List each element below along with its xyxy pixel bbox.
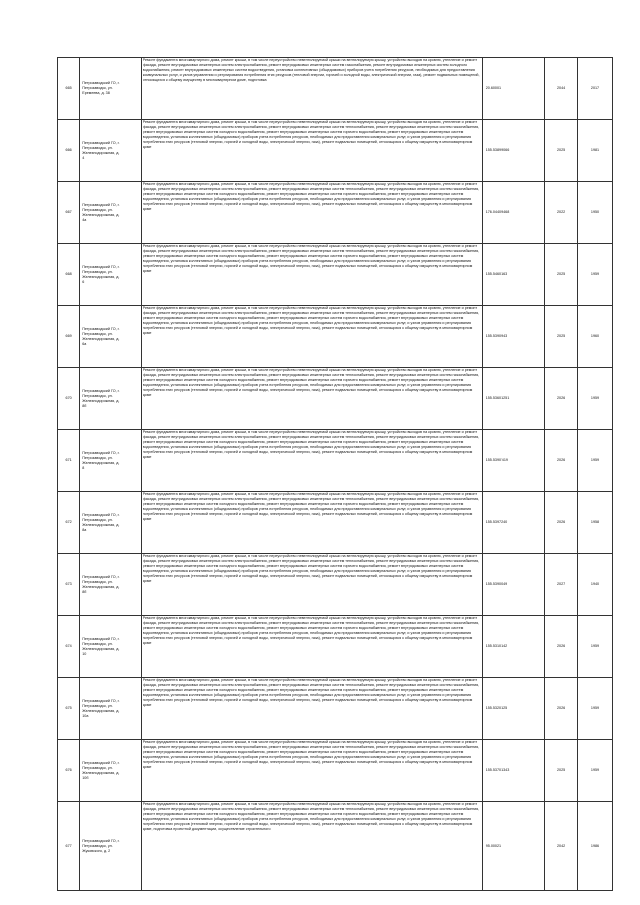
address-line: Еремеева, д. 38 (82, 91, 110, 95)
address-line: Железнодорожная, д. (82, 584, 120, 589)
build-year: 1981 (578, 120, 613, 182)
address-cell (80, 492, 141, 554)
address-line: Петрозаводск, ул. (82, 765, 113, 770)
address-line: Жуковского, д. 2 (82, 848, 111, 853)
area-value: 155.53899066 (482, 120, 544, 182)
table-row (58, 368, 613, 430)
address-line: Петрозаводск, ул. (82, 331, 113, 336)
planned-year: 2027 (545, 554, 578, 616)
address-line: Петрозаводский ГО, г. (82, 202, 120, 207)
address-cell (80, 678, 141, 740)
area-value: 155.5320125 (482, 678, 544, 740)
area-value: 155.5310142 (482, 616, 544, 678)
address-line: 6а (82, 341, 87, 346)
address-line: Петрозаводский ГО, г. (82, 838, 120, 843)
area-value: 155.53701343 (482, 740, 544, 802)
address-line: Петрозаводск, ул. (82, 703, 113, 708)
address-cell (80, 554, 141, 616)
address-line: Железнодорожная, д. (82, 274, 120, 279)
works-description: Ремонт фундамента многоквартирного дома, ремонт крыши, в том числе переустройство невентилируемой крыши на вентилируемую крышу, устройство выходов на кровлю, утепление и ремонт фасада, ремонт внутридомовых инженерных систем электроснабжения, ремонт внутридомовых инженерных систем теплоснабжения, ремонт внутридомовых инженерных систем газоснабжения, ремонт внутридомовых инженерных систем холодного водоснабжения, ремонт внутридомовых инженерных систем горячего водоснабжения, ремонт внутридомовых инженерных систем водоотведения, установка коллективных (общедомовых) приборов учета потребления ресурсов, необходимых для предоставления коммунальных услуг, и узлов управления и регулирования потребления этих ресурсов (тепловой энергии, горячей и холодной воды, электрической энергии, газа), ремонт подвальных помещений, относящихся к общему имуществу в многоквартирном доме, подготовка проектной документации, осуществление строительного (142, 802, 480, 831)
planned-year: 2025 (545, 740, 578, 802)
address-line: Железнодорожная, д. (82, 212, 120, 217)
address-line: Железнодорожная, д. (82, 336, 120, 341)
address-line: Петрозаводск, ул. (82, 843, 113, 848)
works-description: Ремонт фундамента многоквартирного дома, ремонт крыши, в том числе переустройство невентилируемой крыши на вентилируемую крышу, устройство выходов на кровлю, утепление и ремонт фасада, ремонт внутридомовых инженерных систем электроснабжения, ремонт внутридомовых инженерных систем газоснабжения, ремонт внутридомовых инженерных систем холодного водоснабжения, ремонт внутридомовых инженерных систем водоотведения, установка коллективных (общедомовых) приборов учета потребления ресурсов, необходимых для предоставления коммунальных услуг, и узлов управления и регулирования потребления этих ресурсов (тепловой энергии, горячей и холодной воды, электрической энергии, газа), ремонт подвальных помещений, относящихся к общему имуществу в многоквартирном доме, подготовка (142, 58, 480, 82)
address-line: Железнодорожная, д. (82, 150, 120, 155)
row-number: 677 (58, 802, 80, 891)
row-number: 675 (58, 678, 80, 740)
table-body (58, 58, 613, 891)
planned-year: 2025 (545, 306, 578, 368)
address-cell (80, 120, 141, 182)
address-cell (80, 182, 141, 244)
address-line: Петрозаводский ГО, г. (82, 760, 120, 765)
works-description: Ремонт фундамента многоквартирного дома, ремонт крыши, в том числе переустройство невентилируемой крыши на вентилируемую крышу, устройство выходов на кровлю, утепление и ремонт фасада, ремонт внутридомовых инженерных систем электроснабжения, ремонт внутридомовых инженерных систем теплоснабжения, ремонт внутридомовых инженерных систем газоснабжения, ремонт внутридомовых инженерных систем холодного водоснабжения, ремонт внутридомовых инженерных систем горячего водоснабжения, ремонт внутридомовых инженерных систем водоотведения, установка коллективных (общедомовых) приборов учета потребления ресурсов, необходимых для предоставления коммунальных услуг, и узлов управления и регулирования потребления этих ресурсов (тепловой энергии, горячей и холодной воды, электрической энергии, газа), ремонт подвальных помещений, относящихся к общему имуществу в многоквартирном доме (142, 120, 480, 149)
build-year: 2017 (578, 58, 613, 120)
address-line: Петрозаводский ГО, г. (82, 698, 120, 703)
works-description: Ремонт фундамента многоквартирного дома, ремонт крыши, в том числе переустройство невентилируемой крыши на вентилируемую крышу, устройство выходов на кровлю, утепление и ремонт фасада, ремонт внутридомовых инженерных систем электроснабжения, ремонт внутридомовых инженерных систем теплоснабжения, ремонт внутридомовых инженерных систем газоснабжения, ремонт внутридомовых инженерных систем холодного водоснабжения, ремонт внутридомовых инженерных систем горячего водоснабжения, ремонт внутридомовых инженерных систем водоотведения, установка коллективных (общедомовых) приборов учета потребления ресурсов, необходимых для предоставления коммунальных услуг, и узлов управления и регулирования потребления этих ресурсов (тепловой энергии, горячей и холодной воды, электрической энергии, газа), ремонт подвальных помещений, относящихся к общему имуществу в многоквартирном доме (142, 430, 480, 459)
address-line: 10б (82, 775, 89, 780)
works-description: Ремонт фундамента многоквартирного дома, ремонт крыши, в том числе переустройство невентилируемой крыши на вентилируемую крышу, устройство выходов на кровлю, утепление и ремонт фасада, ремонт внутридомовых инженерных систем электроснабжения, ремонт внутридомовых инженерных систем теплоснабжения, ремонт внутридомовых инженерных систем газоснабжения, ремонт внутридомовых инженерных систем холодного водоснабжения, ремонт внутридомовых инженерных систем горячего водоснабжения, ремонт внутридомовых инженерных систем водоотведения, установка коллективных (общедомовых) приборов учета потребления ресурсов, необходимых для предоставления коммунальных услуг, и узлов управления и регулирования потребления этих ресурсов (тепловой энергии, горячей и холодной воды, электрической энергии, газа), ремонт подвальных помещений, относящихся к общему имуществу в многоквартирном доме (142, 182, 480, 211)
address-line: 8 (82, 465, 85, 470)
address-line: Петрозаводский ГО, г. (82, 264, 120, 269)
works-cell (141, 678, 482, 740)
row-number: 670 (58, 368, 80, 430)
address-line: Петрозаводск, ул. (82, 269, 113, 274)
address-cell (80, 306, 141, 368)
document-page (57, 57, 613, 891)
works-description: Ремонт фундамента многоквартирного дома, ремонт крыши, в том числе переустройство невентилируемой крыши на вентилируемую крышу, устройство выходов на кровлю, утепление и ремонт фасада, ремонт внутридомовых инженерных систем электроснабжения, ремонт внутридомовых инженерных систем теплоснабжения, ремонт внутридомовых инженерных систем газоснабжения, ремонт внутридомовых инженерных систем холодного водоснабжения, ремонт внутридомовых инженерных систем горячего водоснабжения, ремонт внутридомовых инженерных систем водоотведения, установка коллективных (общедомовых) приборов учета потребления ресурсов, необходимых для предоставления коммунальных услуг, и узлов управления и регулирования потребления этих ресурсов (тепловой энергии, горячей и холодной воды, электрической энергии, газа), ремонт подвальных помещений, относящихся к общему имуществу в многоквартирном доме (142, 368, 480, 397)
table-row (58, 182, 613, 244)
row-number: 666 (58, 120, 80, 182)
works-description: Ремонт фундамента многоквартирного дома, ремонт крыши, в том числе переустройство невентилируемой крыши на вентилируемую крышу, устройство выходов на кровлю, утепление и ремонт фасада, ремонт внутридомовых инженерных систем электроснабжения, ремонт внутридомовых инженерных систем теплоснабжения, ремонт внутридомовых инженерных систем газоснабжения, ремонт внутридомовых инженерных систем холодного водоснабжения, ремонт внутридомовых инженерных систем горячего водоснабжения, ремонт внутридомовых инженерных систем водоотведения, установка коллективных (общедомовых) приборов учета потребления ресурсов, необходимых для предоставления коммунальных услуг, и узлов управления и регулирования потребления этих ресурсов (тепловой энергии, горячей и холодной воды, электрической энергии, газа), ремонт подвальных помещений, относящихся к общему имуществу в многоквартирном доме (142, 554, 480, 583)
works-description: Ремонт фундамента многоквартирного дома, ремонт крыши, в том числе переустройство невентилируемой крыши на вентилируемую крышу, устройство выходов на кровлю, утепление и ремонт фасада, ремонт внутридомовых инженерных систем электроснабжения, ремонт внутридомовых инженерных систем теплоснабжения, ремонт внутридомовых инженерных систем газоснабжения, ремонт внутридомовых инженерных систем холодного водоснабжения, ремонт внутридомовых инженерных систем горячего водоснабжения, ремонт внутридомовых инженерных систем водоотведения, установка коллективных (общедомовых) приборов учета потребления ресурсов, необходимых для предоставления коммунальных услуг, и узлов управления и регулирования потребления этих ресурсов (тепловой энергии, горячей и холодной воды, электрической энергии, газа), ремонт подвальных помещений, относящихся к общему имуществу в многоквартирном доме (142, 678, 480, 707)
area-value: 155.5390'419 (482, 430, 544, 492)
planned-year: 2025 (545, 120, 578, 182)
table-row (58, 616, 613, 678)
works-cell (141, 616, 482, 678)
address-cell (80, 802, 141, 891)
area-value: 155.5390049 (482, 554, 544, 616)
works-cell (141, 492, 482, 554)
build-year: 1940 (578, 554, 613, 616)
address-line: Петрозаводск, ул. (82, 641, 113, 646)
works-description: Ремонт фундамента многоквартирного дома, ремонт крыши, в том числе переустройство невентилируемой крыши на вентилируемую крышу, устройство выходов на кровлю, утепление и ремонт фасада, ремонт внутридомовых инженерных систем электроснабжения, ремонт внутридомовых инженерных систем теплоснабжения, ремонт внутридомовых инженерных систем газоснабжения, ремонт внутридомовых инженерных систем холодного водоснабжения, ремонт внутридомовых инженерных систем горячего водоснабжения, ремонт внутридомовых инженерных систем водоотведения, установка коллективных (общедомовых) приборов учета потребления ресурсов, необходимых для предоставления коммунальных услуг, и узлов управления и регулирования потребления этих ресурсов (тепловой энергии, горячей и холодной воды, электрической энергии, газа), ремонт подвальных помещений, относящихся к общему имуществу в многоквартирном доме (142, 616, 480, 645)
address-line: Петрозаводск, ул. (82, 579, 113, 584)
build-year: 1959 (578, 678, 613, 740)
address-line: Железнодорожная, д. (82, 398, 120, 403)
works-cell (141, 182, 482, 244)
planned-year: 2042 (545, 802, 578, 891)
row-number: 668 (58, 244, 80, 306)
table-row (58, 58, 613, 120)
address-line: Железнодорожная, д. (82, 708, 120, 713)
address-line: 4 (82, 155, 85, 160)
address-line: Петрозаводск, ул. (82, 207, 113, 212)
address-line: Железнодорожная, д. (82, 646, 120, 651)
area-value: 176.04409468 (482, 182, 544, 244)
address-line: Петрозаводск, ул. (82, 86, 113, 90)
table-row (58, 244, 613, 306)
build-year: 1959 (578, 430, 613, 492)
address-line: Петрозаводск, ул. (82, 145, 113, 150)
address-line: Железнодорожная, д. (82, 770, 120, 775)
area-value: 95.00021 (482, 802, 544, 891)
capital-repair-table (57, 57, 613, 891)
area-value: 155.5397240 (482, 492, 544, 554)
build-year: 1959 (578, 244, 613, 306)
address-line: 10 (82, 651, 87, 656)
address-line: Петрозаводский ГО, г. (82, 140, 120, 145)
address-cell (80, 244, 141, 306)
address-cell (80, 368, 141, 430)
address-line: Железнодорожная, д. (82, 522, 120, 527)
build-year: 1950 (578, 182, 613, 244)
works-cell (141, 802, 482, 891)
planned-year: 2026 (545, 678, 578, 740)
address-line: Петрозаводский ГО, г. (82, 574, 120, 579)
address-line: Петрозаводский ГО, г. (82, 388, 120, 393)
works-cell (141, 120, 482, 182)
address-cell (80, 740, 141, 802)
works-cell (141, 58, 482, 120)
table-row (58, 306, 613, 368)
table-row (58, 740, 613, 802)
planned-year: 2026 (545, 616, 578, 678)
works-cell (141, 554, 482, 616)
address-line: Петрозаводский ГО, г. (82, 81, 120, 85)
row-number: 669 (58, 306, 80, 368)
row-number: 665 (58, 58, 80, 120)
address-line: 8б (82, 403, 87, 408)
area-value: 20.60001 (482, 58, 544, 120)
address-line: 10а (82, 713, 89, 718)
works-cell (141, 244, 482, 306)
address-line: 8а (82, 527, 87, 532)
row-number: 667 (58, 182, 80, 244)
address-line: Петрозаводский ГО, г. (82, 450, 120, 455)
area-value: 155.5460163 (482, 244, 544, 306)
address-line: Петрозаводск, ул. (82, 455, 113, 460)
table-row (58, 492, 613, 554)
area-value: 155.53601251 (482, 368, 544, 430)
address-line: Петрозаводск, ул. (82, 517, 113, 522)
planned-year: 2026 (545, 368, 578, 430)
planned-year: 2044 (545, 58, 578, 120)
row-number: 673 (58, 554, 80, 616)
works-description: Ремонт фундамента многоквартирного дома, ремонт крыши, в том числе переустройство невентилируемой крыши на вентилируемую крышу, устройство выходов на кровлю, утепление и ремонт фасада, ремонт внутридомовых инженерных систем электроснабжения, ремонт внутридомовых инженерных систем теплоснабжения, ремонт внутридомовых инженерных систем газоснабжения, ремонт внутридомовых инженерных систем холодного водоснабжения, ремонт внутридомовых инженерных систем горячего водоснабжения, ремонт внутридомовых инженерных систем водоотведения, установка коллективных (общедомовых) приборов учета потребления ресурсов, необходимых для предоставления коммунальных услуг, и узлов управления и регулирования потребления этих ресурсов (тепловой энергии, горячей и холодной воды, электрической энергии, газа), ремонт подвальных помещений, относящихся к общему имуществу в многоквартирном доме (142, 492, 480, 521)
build-year: 1959 (578, 740, 613, 802)
table-row (58, 678, 613, 740)
table-row (58, 554, 613, 616)
row-number: 671 (58, 430, 80, 492)
build-year: 1959 (578, 616, 613, 678)
build-year: 1960 (578, 306, 613, 368)
address-line: Петрозаводский ГО, г. (82, 636, 120, 641)
works-description: Ремонт фундамента многоквартирного дома, ремонт крыши, в том числе переустройство невентилируемой крыши на вентилируемую крышу, устройство выходов на кровлю, утепление и ремонт фасада, ремонт внутридомовых инженерных систем электроснабжения, ремонт внутридомовых инженерных систем теплоснабжения, ремонт внутридомовых инженерных систем газоснабжения, ремонт внутридомовых инженерных систем холодного водоснабжения, ремонт внутридомовых инженерных систем горячего водоснабжения, ремонт внутридомовых инженерных систем водоотведения, установка коллективных (общедомовых) приборов учета потребления ресурсов, необходимых для предоставления коммунальных услуг, и узлов управления и регулирования потребления этих ресурсов (тепловой энергии, горячей и холодной воды, электрической энергии, газа), ремонт подвальных помещений, относящихся к общему имуществу в многоквартирном доме (142, 740, 480, 769)
works-cell (141, 368, 482, 430)
row-number: 676 (58, 740, 80, 802)
planned-year: 2022 (545, 182, 578, 244)
works-cell (141, 740, 482, 802)
row-number: 672 (58, 492, 80, 554)
planned-year: 2026 (545, 492, 578, 554)
table-row (58, 802, 613, 891)
row-number: 674 (58, 616, 80, 678)
address-line: 8б (82, 589, 87, 594)
planned-year: 2026 (545, 430, 578, 492)
build-year: 1958 (578, 492, 613, 554)
build-year: 1986 (578, 802, 613, 891)
table-row (58, 430, 613, 492)
planned-year: 2025 (545, 244, 578, 306)
address-cell (80, 58, 141, 120)
address-cell (80, 616, 141, 678)
table-row (58, 120, 613, 182)
works-description: Ремонт фундамента многоквартирного дома, ремонт крыши, в том числе переустройство невентилируемой крыши на вентилируемую крышу, устройство выходов на кровлю, утепление и ремонт фасада, ремонт внутридомовых инженерных систем электроснабжения, ремонт внутридомовых инженерных систем теплоснабжения, ремонт внутридомовых инженерных систем газоснабжения, ремонт внутридомовых инженерных систем холодного водоснабжения, ремонт внутридомовых инженерных систем горячего водоснабжения, ремонт внутридомовых инженерных систем водоотведения, установка коллективных (общедомовых) приборов учета потребления ресурсов, необходимых для предоставления коммунальных услуг, и узлов управления и регулирования потребления этих ресурсов (тепловой энергии, горячей и холодной воды, электрической энергии, газа), ремонт подвальных помещений, относящихся к общему имуществу в многоквартирном доме (142, 244, 480, 273)
build-year: 1959 (578, 368, 613, 430)
works-description: Ремонт фундамента многоквартирного дома, ремонт крыши, в том числе переустройство невентилируемой крыши на вентилируемую крышу, устройство выходов на кровлю, утепление и ремонт фасада, ремонт внутридомовых инженерных систем электроснабжения, ремонт внутридомовых инженерных систем теплоснабжения, ремонт внутридомовых инженерных систем газоснабжения, ремонт внутридомовых инженерных систем холодного водоснабжения, ремонт внутридомовых инженерных систем горячего водоснабжения, ремонт внутридомовых инженерных систем водоотведения, установка коллективных (общедомовых) приборов учета потребления ресурсов, необходимых для предоставления коммунальных услуг, и узлов управления и регулирования потребления этих ресурсов (тепловой энергии, горячей и холодной воды, электрической энергии, газа), ремонт подвальных помещений, относящихся к общему имуществу в многоквартирном доме (142, 306, 480, 335)
works-cell (141, 306, 482, 368)
area-value: 155.5390943 (482, 306, 544, 368)
address-line: Железнодорожная, д. (82, 460, 120, 465)
works-cell (141, 430, 482, 492)
address-line: Петрозаводск, ул. (82, 393, 113, 398)
address-line: 4а (82, 217, 87, 222)
address-cell (80, 430, 141, 492)
address-line: Петрозаводский ГО, г. (82, 512, 120, 517)
address-line: Петрозаводский ГО, г. (82, 326, 120, 331)
address-line: 6 (82, 279, 85, 284)
